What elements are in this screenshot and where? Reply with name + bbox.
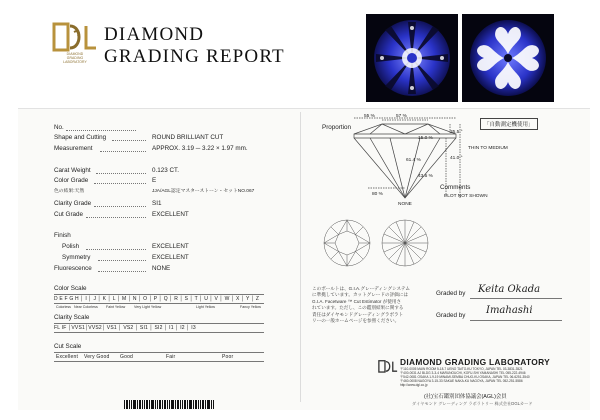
diameter-pct: 57 % — [396, 114, 407, 119]
barcode — [124, 400, 214, 409]
shape-label: Shape and Cutting — [54, 134, 107, 141]
scale-line — [54, 303, 264, 304]
lower-half: 80 % — [372, 192, 383, 197]
auto-measure-stamp: 「自動測定機使用」 — [480, 118, 538, 130]
graded-by-label-2: Graded by — [436, 312, 466, 319]
hearts-arrows-arrows-image — [366, 14, 458, 102]
polish-label: Polish — [62, 243, 80, 250]
dotted-leader — [86, 217, 146, 218]
dotted-leader — [94, 206, 146, 207]
dotted-leader — [96, 173, 146, 174]
cut-scale-title: Cut Scale — [54, 343, 82, 350]
color-sub-faint-yellow: Faint Yellow — [106, 305, 126, 309]
color-value: E — [152, 177, 157, 184]
symmetry-label: Symmetry — [62, 254, 91, 261]
graded-by-label-1: Graded by — [436, 290, 466, 297]
certification-note: このボールトは、G.I.A.グレーディングシステム に準拠しています。カットグレードの評価には G.I.A. Facetware ™ Cut Estimator が使用さ れています。ただし、この鑑別結果に関する 責任はダイヤモンドグレーディングラボラト リーの一般ホームページを参照ください。 — [312, 286, 411, 324]
dotted-leader — [98, 260, 146, 261]
clarity-value: SI1 — [152, 200, 162, 207]
dgl-footer-logo-icon — [378, 358, 398, 380]
scale-line — [54, 323, 264, 324]
measurement-value: APPROX. 3.19 ─ 3.22 × 1.97 mm. — [152, 145, 248, 152]
scale-line — [54, 361, 264, 362]
crown-plot-diagram — [322, 218, 372, 268]
finish-label: Finish — [54, 232, 71, 239]
dotted-leader — [86, 249, 146, 250]
report-no-label: No. — [54, 124, 64, 131]
symmetry-value: EXCELLENT — [152, 254, 189, 261]
diamond-face-up-photo — [366, 14, 458, 102]
report-title-line2: GRADING REPORT — [104, 46, 285, 67]
color-sub-near-colorless: Near Colorless — [74, 305, 98, 309]
dotted-leader — [66, 130, 136, 131]
color-scale-title: Color Scale — [54, 285, 87, 292]
clarity-scale-row: FL IF │VVS1│VVS2│ VS1 │ VS2 │ SI1 │ SI2 │ I1 │ I2 │ I3 — [54, 325, 196, 331]
total-depth: 61.4 % — [406, 158, 421, 163]
crown-angle: 35.5 ° — [450, 130, 463, 135]
pavilion-depth: 43.5 % — [418, 174, 433, 179]
dotted-leader — [112, 140, 146, 141]
proportion-title: Proportion — [322, 124, 352, 131]
color-sub-light-yellow: Light Yellow — [196, 305, 215, 309]
dotted-leader — [94, 183, 146, 184]
fluorescence-value: NONE — [152, 265, 171, 272]
cut-scale-good: Good — [120, 354, 134, 360]
color-sub-colorless: Colorless — [56, 305, 71, 309]
signature-1: Keita Okada — [478, 284, 541, 295]
column-divider — [300, 112, 301, 402]
signature-2: Imahashi — [486, 305, 533, 316]
lab-member: (社)宝石鑑別団体協議会(AGL)会員 — [424, 394, 507, 400]
crown-height: 15.0 % — [418, 136, 433, 141]
scale-line — [54, 332, 264, 333]
cut-scale-excellent: Excellent — [56, 354, 79, 360]
lab-name: DIAMOND GRADING LABORATORY — [400, 357, 551, 367]
clarity-label: Clarity Grade — [54, 200, 92, 207]
signature-line — [470, 320, 562, 321]
dotted-leader — [98, 271, 146, 272]
clarity-scale-title: Clarity Scale — [54, 314, 90, 321]
comments-value: PLOT NOT SHOWN — [444, 194, 488, 199]
cut-scale-very-good: Very Good — [84, 354, 110, 360]
color-sub-very-light-yellow: Very Light Yellow — [134, 305, 162, 309]
color-sub-fancy-yellow: Fancy Yellow — [240, 305, 261, 309]
polish-value: EXCELLENT — [152, 243, 189, 250]
scale-line — [54, 352, 264, 353]
girdle-thickness: THIN TO MEDIUM — [468, 146, 508, 151]
pavilion-angle: 41.0 ° — [450, 156, 463, 161]
pavilion-plot-diagram — [380, 218, 430, 268]
table-pct: 55 % — [364, 114, 375, 119]
carat-label: Carat Weight — [54, 167, 91, 174]
scale-line — [54, 294, 264, 295]
report-title-line1: DIAMOND — [104, 24, 205, 45]
color-note-left: 色の結果:天然 — [54, 189, 85, 194]
color-scale-row: D E F G H │ I │ J │ K │ L │ M │ N │ O │ P │ Q │ R │ S │ T │ U │ V │ W │ X │ Y │ Z — [54, 296, 260, 302]
shape-value: ROUND BRILLIANT CUT — [152, 134, 224, 141]
lab-addresses: 〒110-0005 MAIN ROOM 5-18-7 UENO TAITO-KU TOKYO, JAPAN TEL 03-3831-3521 〒400-0031 AJ BLDG 3-3-4 MARUNOUCHI, KOFU-SHI YAMANASHI TEL 055-222-4946 〒542-0081 OSAKA 1-9-19 MINAMI-SEMBA CHUO-KU OSAKA, JAPAN TEL 06-6251-3540 〒460-0008 NAGOYA 3-15-33 SAKAE NAKA-KU NAGOYA, JAPAN TEL 052-251-5586 http://www.dgl.co.jp — [400, 367, 530, 388]
cut-scale-fair: Fair — [166, 354, 176, 360]
culet-value: NONE — [398, 202, 412, 207]
measurement-label: Measurement — [54, 145, 93, 152]
color-label: Color Grade — [54, 177, 89, 184]
dotted-leader — [100, 151, 146, 152]
fluorescence-label: Fluorescence — [54, 265, 92, 272]
lab-kana: ダイヤモンド グレーディング ラボラトリー 株式会社DGLカード — [412, 401, 533, 406]
logo-subtitle: DIAMOND GRADING LABORATORY — [63, 52, 87, 64]
hearts-arrows-hearts-image — [462, 14, 554, 102]
cut-value: EXCELLENT — [152, 211, 189, 218]
comments-label: Comments — [440, 184, 471, 191]
signature-line — [470, 298, 562, 299]
carat-value: 0.123 CT. — [152, 167, 179, 174]
cut-scale-poor: Poor — [222, 354, 234, 360]
diamond-pavilion-photo — [462, 14, 554, 102]
color-note-right: JJA/AGL認定マスターストーン・セットNO.067 — [152, 189, 255, 194]
cut-label: Cut Grade — [54, 211, 84, 218]
